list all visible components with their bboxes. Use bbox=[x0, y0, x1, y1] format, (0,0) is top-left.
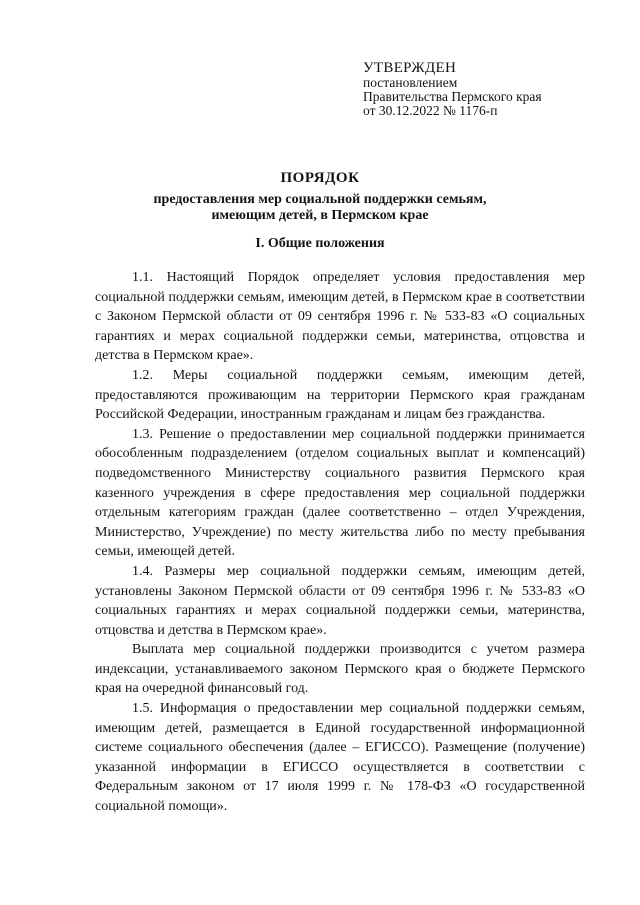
paragraph-1-5: 1.5. Информация о предоставлении мер социальной поддержки семьям, имеющим детей, размещается в Единой государственной информационной системе социального обеспечения (далее – ЕГИССО). Размещение (получение) указанной информации в ЕГИССО осуществляется в соответствии с Федеральным законом от 17 июля 1999 г. № 178-ФЗ «О государственной социальной помощи». bbox=[95, 701, 585, 815]
document-title: ПОРЯДОК bbox=[280, 170, 360, 186]
document-subtitle-line-1: предоставления мер социальной поддержки семьям, bbox=[153, 192, 487, 207]
document-body bbox=[95, 268, 585, 817]
approval-line-1: постановлением bbox=[363, 75, 458, 90]
paragraph-1-4: 1.4. Размеры мер социальной поддержки семьям, имеющим детей, установлены Законом Пермской области от 09 сентября 1996 г. № 533-83 «О социальных гарантиях и мерах социальной поддержки семьи, материнства, отцовства и детства в Пермском крае». bbox=[95, 563, 585, 638]
document-subtitle-line-2: имеющим детей, в Пермском крае bbox=[211, 208, 429, 223]
paragraph-indexation: Выплата мер социальной поддержки производится с учетом размера индексации, устанавливаемого законом Пермского края о бюджете Пермского края на очередной финансовый год. bbox=[95, 642, 585, 697]
paragraph-1-2: 1.2. Меры социальной поддержки семьям, имеющим детей, предоставляются проживающим на территории Пермского края гражданам Российской Федерации, иностранным гражданам и лицам без гражданства. bbox=[95, 367, 585, 423]
paragraph-1-3: 1.3. Решение о предоставлении мер социальной поддержки принимается обособленным подразделением (отделом социальных выплат и компенсаций) подведомственного Министерству социального развития Пермского края казенного учреждения в сфере предоставления мер социальной поддержки отдельным категориям граждан (далее соответственно – отдел Учреждения, Министерство, Учреждение) по месту жительства либо по месту пребывания семьи, имеющей детей. bbox=[95, 426, 585, 560]
paragraph-1-1: 1.1. Настоящий Порядок определяет условия предоставления мер социальной поддержки семьям, имеющим детей, в Пермском крае в соответствии с Законом Пермской области от 09 сентября 1996 г. № 533-83 «О социальных гарантиях и мерах социальной поддержки семьи, материнства, отцовства и детства в Пермском крае». bbox=[95, 270, 585, 364]
approval-line-3: от 30.12.2022 № 1176-п bbox=[363, 103, 498, 118]
approval-title: УТВЕРЖДЕН bbox=[363, 60, 457, 76]
approval-stamp bbox=[363, 60, 542, 118]
section-title: I. Общие положения bbox=[255, 236, 385, 251]
document-subtitle bbox=[0, 192, 640, 224]
approval-line-2: Правительства Пермского края bbox=[363, 89, 542, 104]
